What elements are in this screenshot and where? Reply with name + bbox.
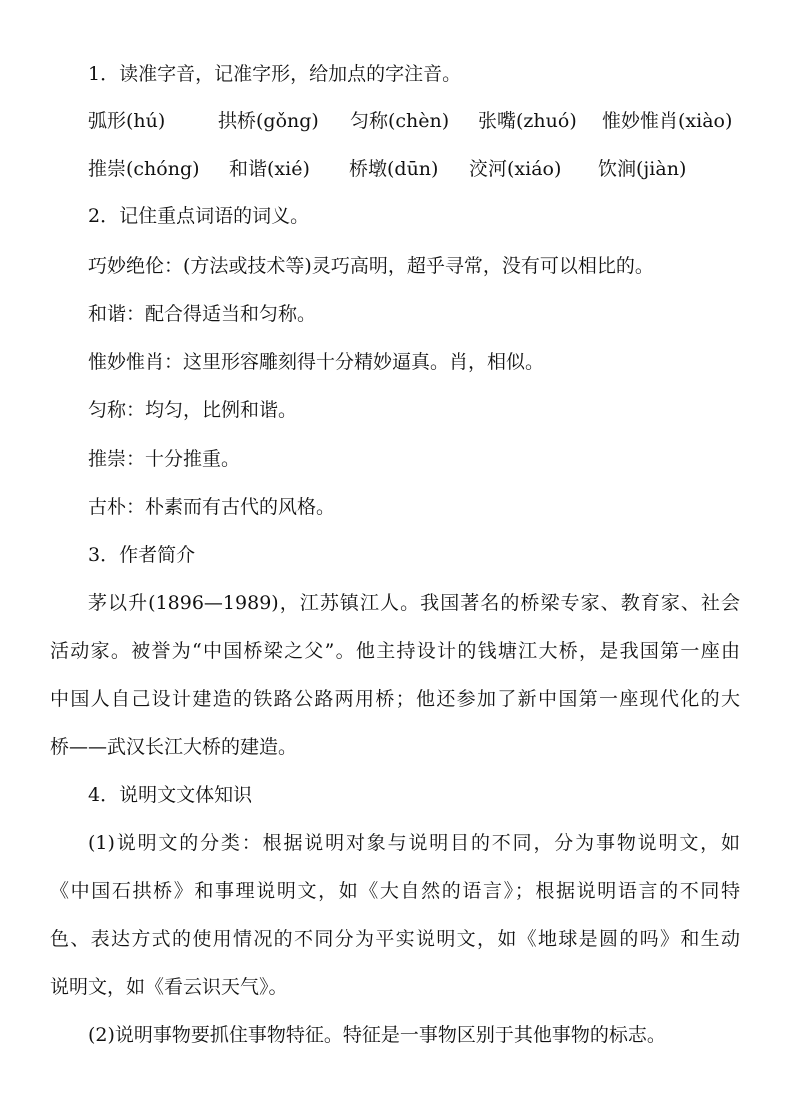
pinyin-item: 和谐(xié) bbox=[229, 158, 310, 180]
knowledge-line: 《中国石拱桥》和事理说明文，如《大自然的语言》；根据说明语言的不同特 bbox=[50, 880, 740, 902]
pinyin-item: 惟妙惟肖(xiào) bbox=[602, 110, 733, 132]
section-3-heading: 3．作者简介 bbox=[88, 544, 196, 566]
section-4-heading: 4．说明文文体知识 bbox=[88, 784, 253, 806]
pinyin-item: 匀称(chèn) bbox=[350, 110, 450, 132]
pinyin-item: 推崇(chóng) bbox=[88, 158, 200, 180]
definition-item: 惟妙惟肖：这里形容雕刻得十分精妙逼真。肖，相似。 bbox=[88, 351, 545, 373]
definition-item: 古朴：朴素而有古代的风格。 bbox=[88, 496, 336, 518]
pinyin-item: 弧形(hú) bbox=[88, 110, 166, 132]
pinyin-item: 饮涧(jiàn) bbox=[598, 158, 687, 180]
section-2-heading: 2．记住重点词语的词义。 bbox=[88, 205, 310, 227]
bio-line: 活动家。被誉为“中国桥梁之父”。他主持设计的钱塘江大桥，是我国第一座由 bbox=[50, 640, 740, 662]
bio-line: 桥——武汉长江大桥的建造。 bbox=[50, 736, 298, 758]
knowledge-line: (2)说明事物要抓住事物特征。特征是一事物区别于其他事物的标志。 bbox=[88, 1024, 666, 1046]
definition-item: 巧妙绝伦：(方法或技术等)灵巧高明，超乎寻常，没有可以相比的。 bbox=[88, 255, 654, 277]
pinyin-item: 洨河(xiáo) bbox=[469, 158, 562, 180]
pinyin-item: 拱桥(gǒng) bbox=[218, 110, 319, 132]
bio-line: 茅以升(1896—1989)，江苏镇江人。我国著名的桥梁专家、教育家、社会 bbox=[88, 592, 740, 614]
bio-line: 中国人自己设计建造的铁路公路两用桥；他还参加了新中国第一座现代化的大 bbox=[50, 688, 740, 710]
pinyin-item: 桥墩(dūn) bbox=[349, 158, 439, 180]
knowledge-line: 色、表达方式的使用情况的不同分为平实说明文，如《地球是圆的吗》和生动 bbox=[50, 928, 740, 950]
definition-item: 推崇：十分推重。 bbox=[88, 448, 241, 470]
knowledge-line: (1)说明文的分类：根据说明对象与说明目的不同，分为事物说明文，如 bbox=[88, 832, 740, 854]
section-1-heading: 1．读准字音，记准字形，给加点的字注音。 bbox=[88, 63, 462, 85]
definition-item: 和谐：配合得适当和匀称。 bbox=[88, 303, 317, 325]
definition-item: 匀称：均匀，比例和谐。 bbox=[88, 399, 298, 421]
knowledge-line: 说明文，如《看云识天气》。 bbox=[50, 976, 288, 998]
pinyin-item: 张嘴(zhuó) bbox=[478, 110, 577, 132]
